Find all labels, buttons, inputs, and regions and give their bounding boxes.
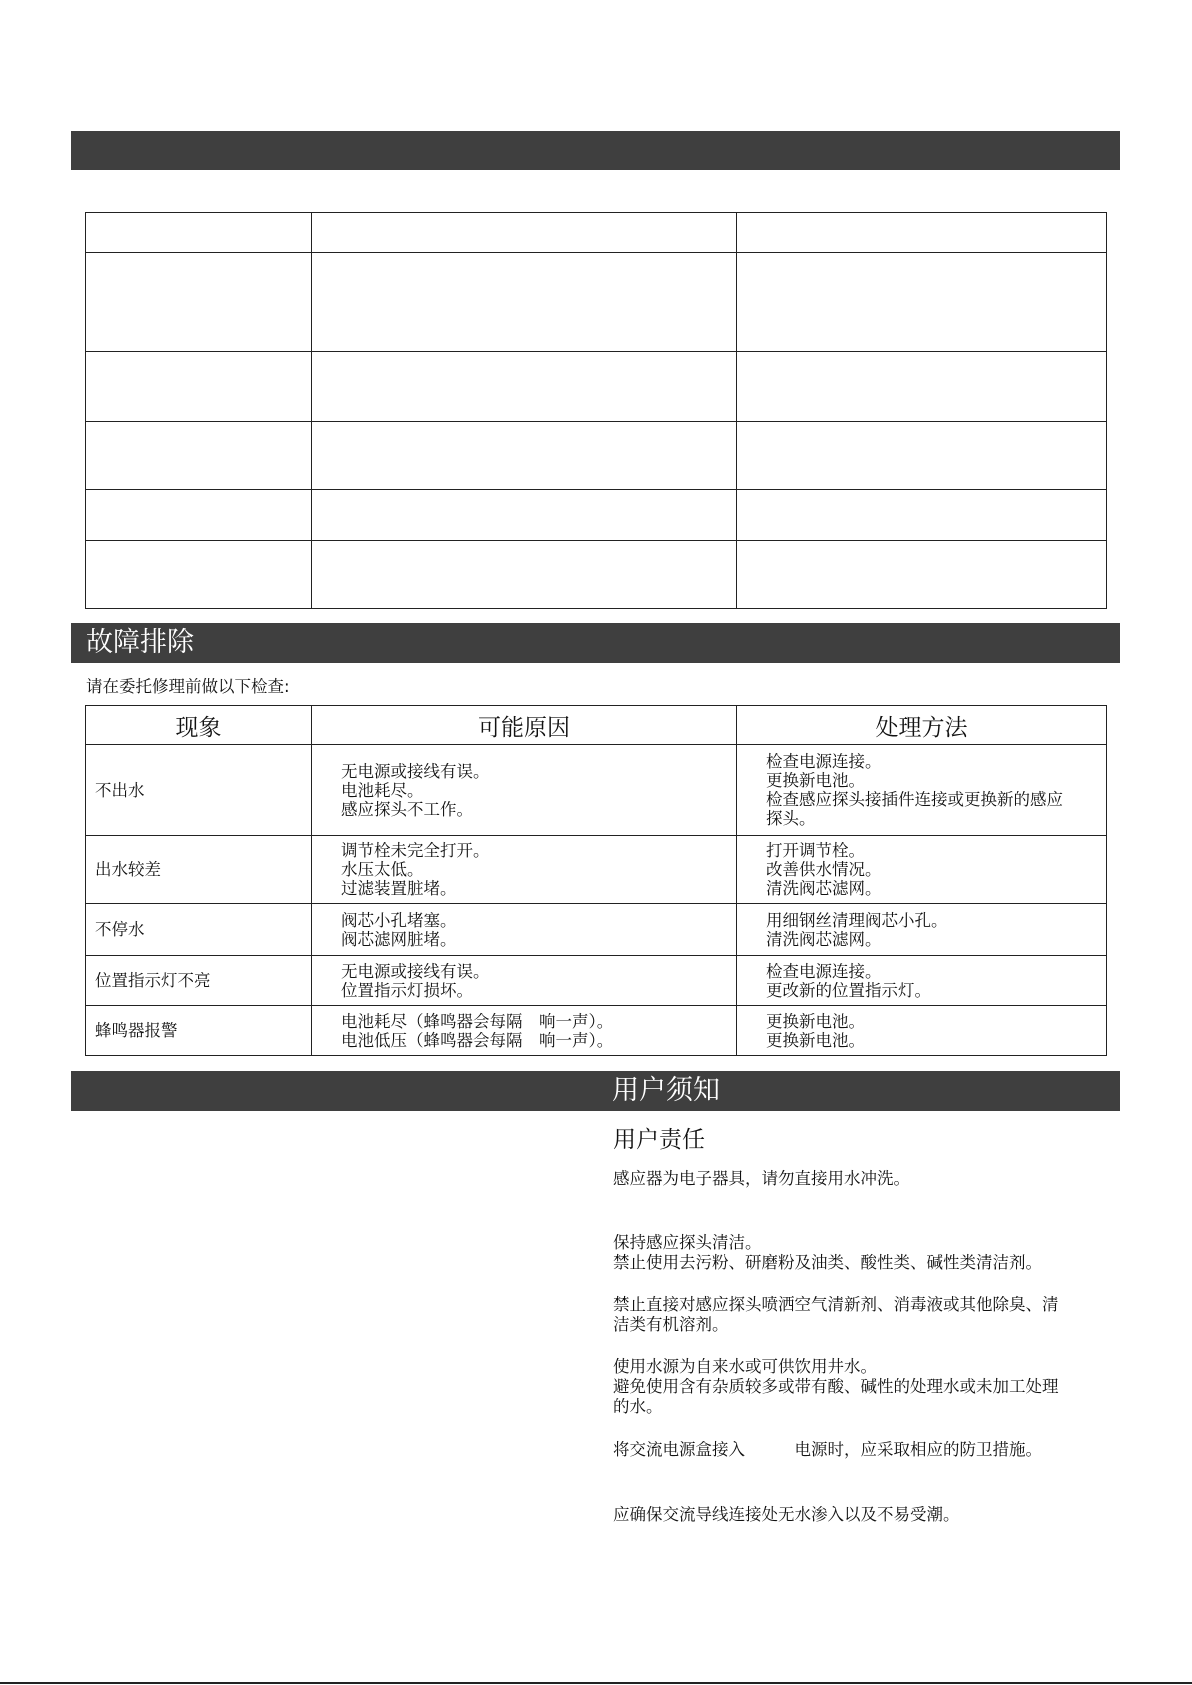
cause-cell-line: 无电源或接线有误。	[341, 961, 490, 981]
solution-cell-line: 检查电源连接。	[766, 961, 882, 981]
symptom-cell: 不出水	[86, 745, 312, 836]
symptom-cell: 位置指示灯不亮	[86, 956, 312, 1006]
symptom-cell: 出水较差	[86, 836, 312, 904]
solution-cell-line: 清洗阀芯滤网。	[766, 879, 882, 898]
cause-cell-line: 电池耗尽。	[341, 780, 424, 800]
user-notice-header-bar	[71, 1071, 1120, 1111]
symptom-cell: 不停水	[86, 904, 312, 956]
cause-cell-line: 调节栓未完全打开。	[341, 841, 490, 860]
solution-cell	[737, 745, 1107, 836]
troubleshooting-header-bar	[71, 623, 1120, 663]
table-row	[86, 352, 1107, 422]
cause-cell-line: 过滤装置脏堵。	[341, 879, 457, 898]
cause-cell-line: 感应探头不工作。	[341, 799, 473, 819]
notice-line: 禁止直接对感应探头喷洒空气清新剂、消毒液或其他除臭、清	[613, 1295, 1059, 1314]
notice-line: 感应器为电子器具，请勿直接用水冲洗。	[613, 1169, 910, 1188]
solution-cell	[737, 836, 1107, 904]
cause-cell-line: 位置指示灯损坏。	[341, 980, 473, 1000]
table-row	[86, 836, 1107, 904]
table-row	[86, 253, 1107, 352]
solution-cell-line: 更换新电池。	[766, 771, 865, 790]
notice-line: 使用水源为自来水或可供饮用井水。	[613, 1357, 877, 1376]
notice-line: 避免使用含有杂质较多或带有酸、碱性的处理水或未加工处理	[613, 1377, 1059, 1396]
notice-line: 洁类有机溶剂。	[613, 1315, 729, 1334]
symptom-cell: 蜂鸣器报警	[86, 1006, 312, 1056]
notice-line: 禁止使用去污粉、研磨粉及油类、酸性类、碱性类清洁剂。	[613, 1253, 1042, 1272]
section-title: 用户须知	[612, 1075, 720, 1106]
solution-cell-line: 更换新电池。	[766, 1030, 865, 1050]
solution-cell	[737, 1006, 1107, 1056]
solution-cell-line: 更换新电池。	[766, 1011, 865, 1031]
notice-line: 的水。	[613, 1397, 663, 1416]
notice-paragraph	[613, 1357, 1113, 1417]
notice-paragraph	[613, 1440, 1113, 1460]
cause-cell	[312, 956, 737, 1006]
header-cause: 可能原因	[312, 706, 737, 745]
header-symptom: 现象	[86, 706, 312, 745]
cause-cell-line: 阀芯小孔堵塞。	[341, 910, 457, 930]
notice-line: 保持感应探头清洁。	[613, 1233, 762, 1252]
table-row	[86, 541, 1107, 609]
solution-cell-line: 改善供水情况。	[766, 860, 882, 879]
cause-cell-line: 电池低压（蜂鸣器会每隔 响一声）。	[341, 1030, 614, 1050]
cause-cell-line: 水压太低。	[341, 860, 424, 879]
notice-line: 应确保交流导线连接处无水渗入以及不易受潮。	[613, 1505, 960, 1524]
page-bottom-rule	[0, 1682, 1192, 1684]
table-row	[86, 904, 1107, 956]
cause-cell-line: 无电源或接线有误。	[341, 761, 490, 781]
subsection-title: 用户责任	[613, 1127, 705, 1153]
solution-cell-line: 探头。	[766, 809, 816, 828]
notice-paragraph	[613, 1505, 1113, 1525]
cause-cell	[312, 904, 737, 956]
blank-table	[85, 212, 1107, 609]
solution-cell	[737, 904, 1107, 956]
cause-cell-line: 阀芯滤网脏堵。	[341, 929, 457, 949]
notice-line: 将交流电源盒接入 电源时，应采取相应的防卫措施。	[613, 1440, 1042, 1459]
table-row	[86, 490, 1107, 541]
table-row	[86, 745, 1107, 836]
header-solution: 处理方法	[737, 706, 1107, 745]
top-header-bar	[71, 131, 1120, 170]
solution-cell	[737, 956, 1107, 1006]
solution-cell-line: 打开调节栓。	[766, 841, 865, 860]
solution-cell-line: 用细钢丝清理阀芯小孔。	[766, 910, 948, 930]
notice-paragraph	[613, 1233, 1113, 1273]
cause-cell	[312, 836, 737, 904]
cause-cell	[312, 1006, 737, 1056]
table-row	[86, 1006, 1107, 1056]
solution-cell-line: 检查感应探头接插件连接或更换新的感应	[766, 790, 1063, 809]
cause-cell	[312, 745, 737, 836]
cause-cell-line: 电池耗尽（蜂鸣器会每隔 响一声）。	[341, 1011, 614, 1031]
table-header-row	[86, 706, 1107, 745]
solution-cell-line: 检查电源连接。	[766, 752, 882, 771]
notice-paragraph	[613, 1295, 1113, 1335]
solution-cell-line: 更改新的位置指示灯。	[766, 980, 931, 1000]
table-row	[86, 213, 1107, 253]
troubleshooting-table	[85, 705, 1107, 1056]
section-title: 故障排除	[86, 627, 194, 658]
solution-cell-line: 清洗阀芯滤网。	[766, 929, 882, 949]
intro-text: 请在委托修理前做以下检查:	[86, 677, 290, 696]
notice-paragraph	[613, 1169, 1113, 1189]
table-row	[86, 422, 1107, 490]
table-row	[86, 956, 1107, 1006]
